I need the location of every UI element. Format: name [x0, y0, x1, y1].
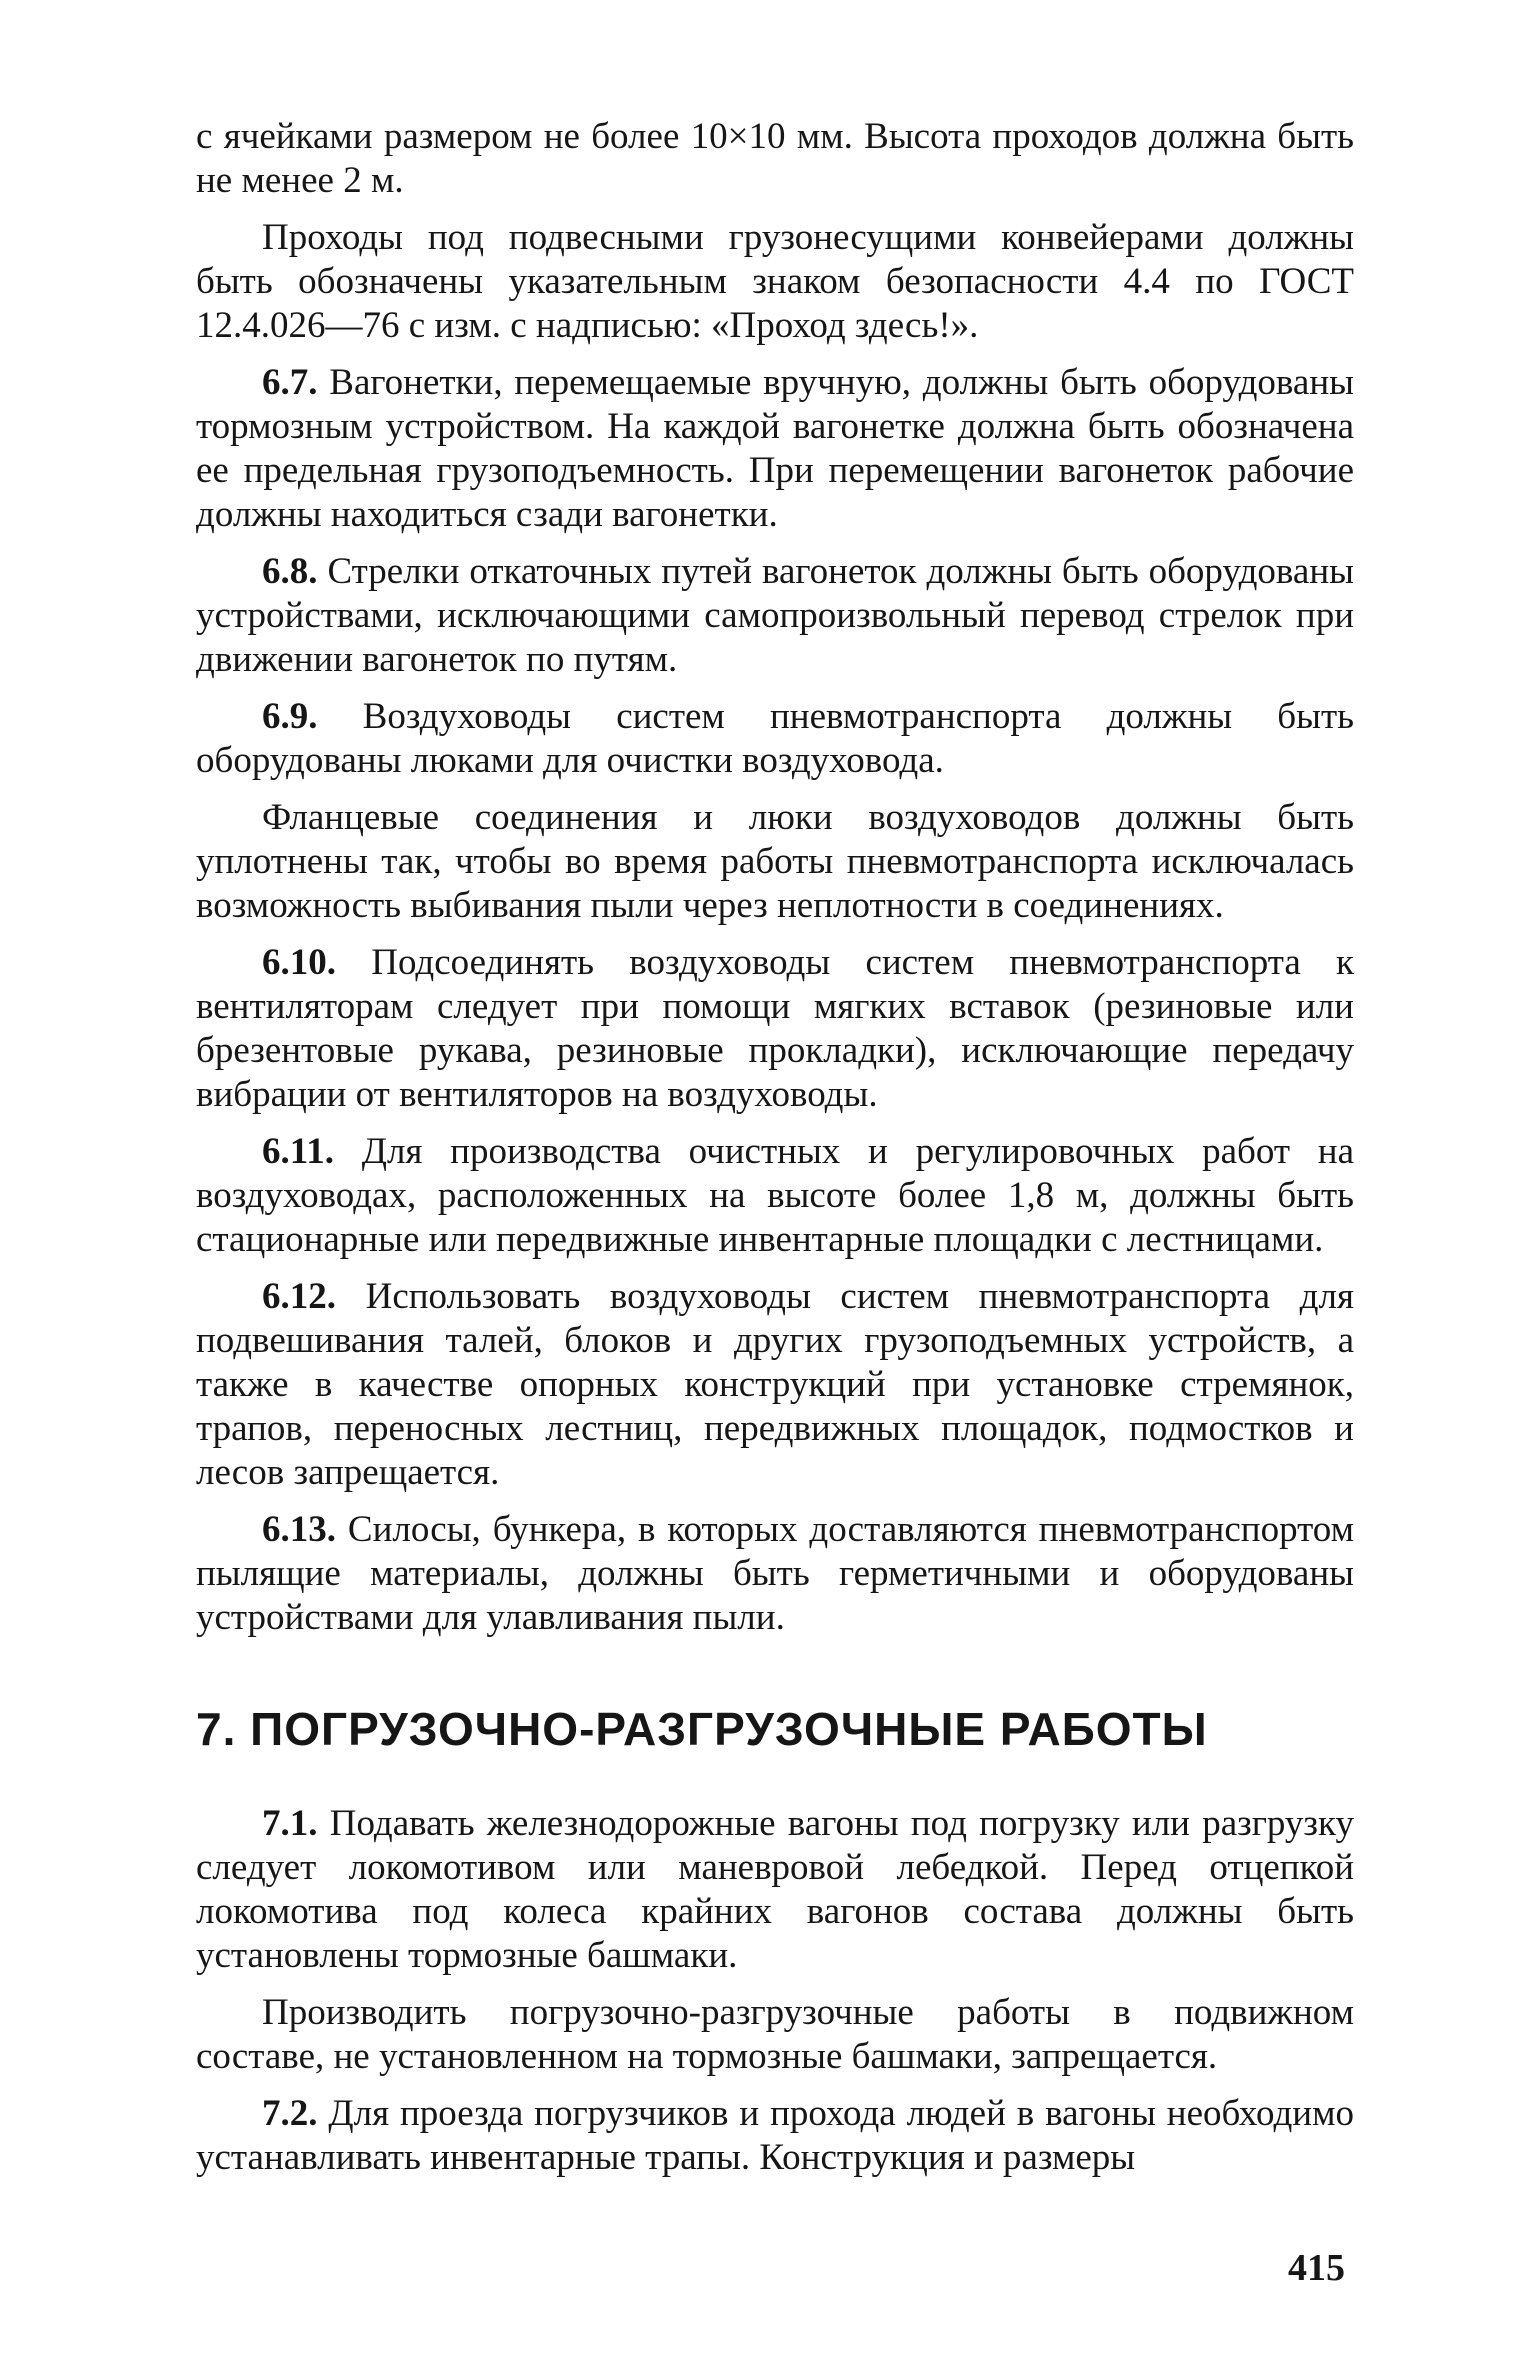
section-7-text	[196, 1802, 1354, 2180]
paragraph	[196, 1991, 1354, 2079]
paragraph	[196, 941, 1354, 1117]
clause-number: 7.2.	[262, 2093, 318, 2134]
clause-number: 6.10.	[262, 942, 336, 983]
paragraph	[196, 361, 1354, 537]
paragraph-text: Проходы под подвесными грузонесущими конвейерами должны быть обозначены указательным знаком безопасности 4.4 по ГОСТ 12.4.026—76 с изм. с надписью: «Проход здесь!».	[196, 217, 1354, 346]
paragraph-text: с ячейками размером не более 10×10 мм. Высота проходов должна быть не менее 2 м.	[196, 116, 1354, 201]
paragraph-text: Силосы, бункера, в которых доставляются пневмотранспортом пылящие материалы, должны быть герметичными и оборудованы устройствами для улавливания пыли.	[196, 1509, 1354, 1638]
paragraph-text: Воздуховоды систем пневмотранспорта должны быть оборудованы люками для очистки воздуховода.	[196, 696, 1354, 781]
paragraph	[196, 796, 1354, 928]
clause-number: 6.7.	[262, 362, 318, 403]
paragraph	[196, 1275, 1354, 1495]
clause-number: 6.9.	[262, 696, 318, 737]
paragraph	[196, 115, 1354, 203]
clause-number: 6.12.	[262, 1276, 336, 1317]
paragraph-text: Производить погрузочно-разгрузочные работы в подвижном составе, не установленном на тормозные башмаки, запрещается.	[196, 1992, 1354, 2077]
paragraph	[196, 550, 1354, 682]
clause-number: 6.11.	[262, 1131, 334, 1172]
paragraph	[196, 695, 1354, 783]
paragraph-text: Вагонетки, перемещаемые вручную, должны быть оборудованы тормозным устройством. На каждой вагонетке должна быть обозначена ее предельная грузоподъемность. При перемещении вагонеток рабочие должны находиться сзади вагонетки.	[196, 362, 1354, 535]
paragraph	[196, 216, 1354, 348]
section-6-text	[196, 115, 1354, 1640]
paragraph	[196, 1130, 1354, 1262]
paragraph-text: Использовать воздуховоды систем пневмотранспорта для подвешивания талей, блоков и других грузоподъемных устройств, а также в качестве опорных конструкций при установке стремянок, трапов, переносных лестниц, передвижных площадок, подмостков и лесов запрещается.	[196, 1276, 1354, 1493]
clause-number: 6.8.	[262, 551, 318, 592]
section-heading: 7. ПОГРУЗОЧНО-РАЗГРУЗОЧНЫЕ РАБОТЫ	[196, 1703, 1208, 1755]
document-page	[196, 115, 1354, 2193]
paragraph-text: Для проезда погрузчиков и прохода людей в вагоны необходимо устанавливать инвентарные трапы. Конструкция и размеры	[196, 2093, 1354, 2178]
paragraph-text: Подсоединять воздуховоды систем пневмотранспорта к вентиляторам следует при помощи мягких вставок (резиновые или брезентовые рукава, резиновые прокладки), исключающие передачу вибрации от вентиляторов на воздуховоды.	[196, 942, 1354, 1115]
page-number: 415	[1288, 2247, 1345, 2289]
paragraph-text: Стрелки откаточных путей вагонеток должны быть оборудованы устройствами, исключающими самопроизвольный перевод стрелок при движении вагонеток по путям.	[196, 551, 1354, 680]
paragraph	[196, 2092, 1354, 2180]
paragraph-text: Для производства очистных и регулировочных работ на воздуховодах, расположенных на высоте более 1,8 м, должны быть стационарные или передвижные инвентарные площадки с лестницами.	[196, 1131, 1354, 1260]
clause-number: 6.13.	[262, 1509, 336, 1550]
paragraph-text: Фланцевые соединения и люки воздуховодов должны быть уплотнены так, чтобы во время работы пневмотранспорта исключалась возможность выбивания пыли через неплотности в соединениях.	[196, 797, 1354, 926]
paragraph	[196, 1508, 1354, 1640]
paragraph	[196, 1802, 1354, 1978]
paragraph-text: Подавать железнодорожные вагоны под погрузку или разгрузку следует локомотивом или маневровой лебедкой. Перед отцепкой локомотива под колеса крайних вагонов состава должны быть установлены тормозные башмаки.	[196, 1803, 1354, 1976]
clause-number: 7.1.	[262, 1803, 318, 1844]
